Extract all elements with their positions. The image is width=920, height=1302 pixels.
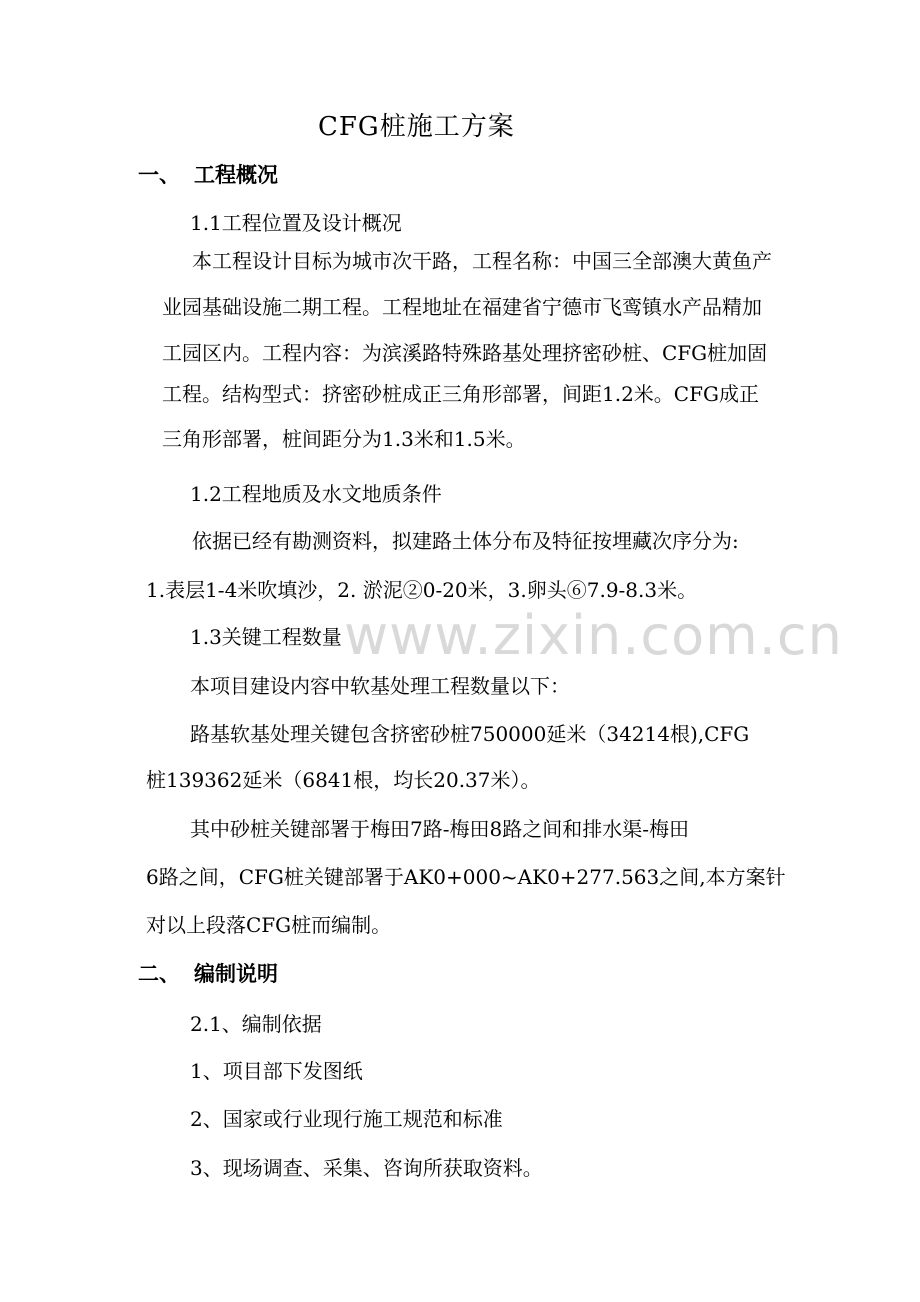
subsection-1-3-title: 1.3关键工程数量 [190, 625, 342, 649]
watermark: www.zixin.com.cn [344, 604, 843, 667]
section-1-number: 一、 [138, 163, 180, 187]
paragraph-line: 本工程设计目标为城市次干路，工程名称：中国三全部澳大黄鱼产 [192, 249, 772, 273]
paragraph-line: 工园区内。工程内容：为滨溪路特殊路基处理挤密砂桩、CFG桩加固 [162, 341, 768, 365]
section-2-title: 编制说明 [194, 962, 278, 986]
paragraph-line: 依据已经有勘测资料，拟建路土体分布及特征按埋藏次序分为: [192, 529, 739, 553]
paragraph-line: 桩139362延米（6841根，均长20.37米）。 [146, 768, 541, 792]
list-item: 1、项目部下发图纸 [190, 1059, 363, 1083]
list-item: 2、国家或行业现行施工规范和标准 [190, 1107, 503, 1131]
subsection-1-2-title: 1.2工程地质及水文地质条件 [190, 482, 442, 506]
paragraph-line: 1.表层1-4米吹填沙，2. 淤泥②0-20米，3.卵头⑥7.9-8.3米。 [146, 578, 698, 602]
section-1-heading [138, 161, 278, 189]
paragraph-line: 工程。结构型式：挤密砂桩成正三角形部署，间距1.2米。CFG成正 [162, 382, 759, 406]
document-title: CFG桩施工方案 [318, 112, 515, 142]
paragraph-line: 6路之间，CFG桩关键部署于AK0+000~AK0+277.563之间,本方案针 [146, 865, 786, 889]
paragraph-line: 对以上段落CFG桩而编制。 [146, 913, 392, 937]
subsection-2-1-title: 2.1、编制依据 [190, 1012, 322, 1036]
paragraph-line: 业园基础设施二期工程。工程地址在福建省宁德市飞鸾镇水产品精加 [162, 295, 762, 319]
paragraph-line: 三角形部署，桩间距分为1.3米和1.5米。 [162, 427, 526, 451]
section-2-number: 二、 [138, 962, 180, 986]
section-2-heading [138, 960, 278, 988]
paragraph-line: 本项目建设内容中软基处理工程数量以下： [190, 674, 570, 698]
subsection-1-1-title: 1.1工程位置及设计概况 [190, 211, 402, 235]
list-item: 3、现场调查、采集、咨询所获取资料。 [190, 1156, 543, 1180]
paragraph-line: 路基软基处理关键包含挤密砂桩750000延米（34214根),CFG [190, 722, 750, 746]
section-1-title: 工程概况 [194, 163, 278, 187]
paragraph-line: 其中砂桩关键部署于梅田7路-梅田8路之间和排水渠-梅田 [190, 817, 689, 841]
